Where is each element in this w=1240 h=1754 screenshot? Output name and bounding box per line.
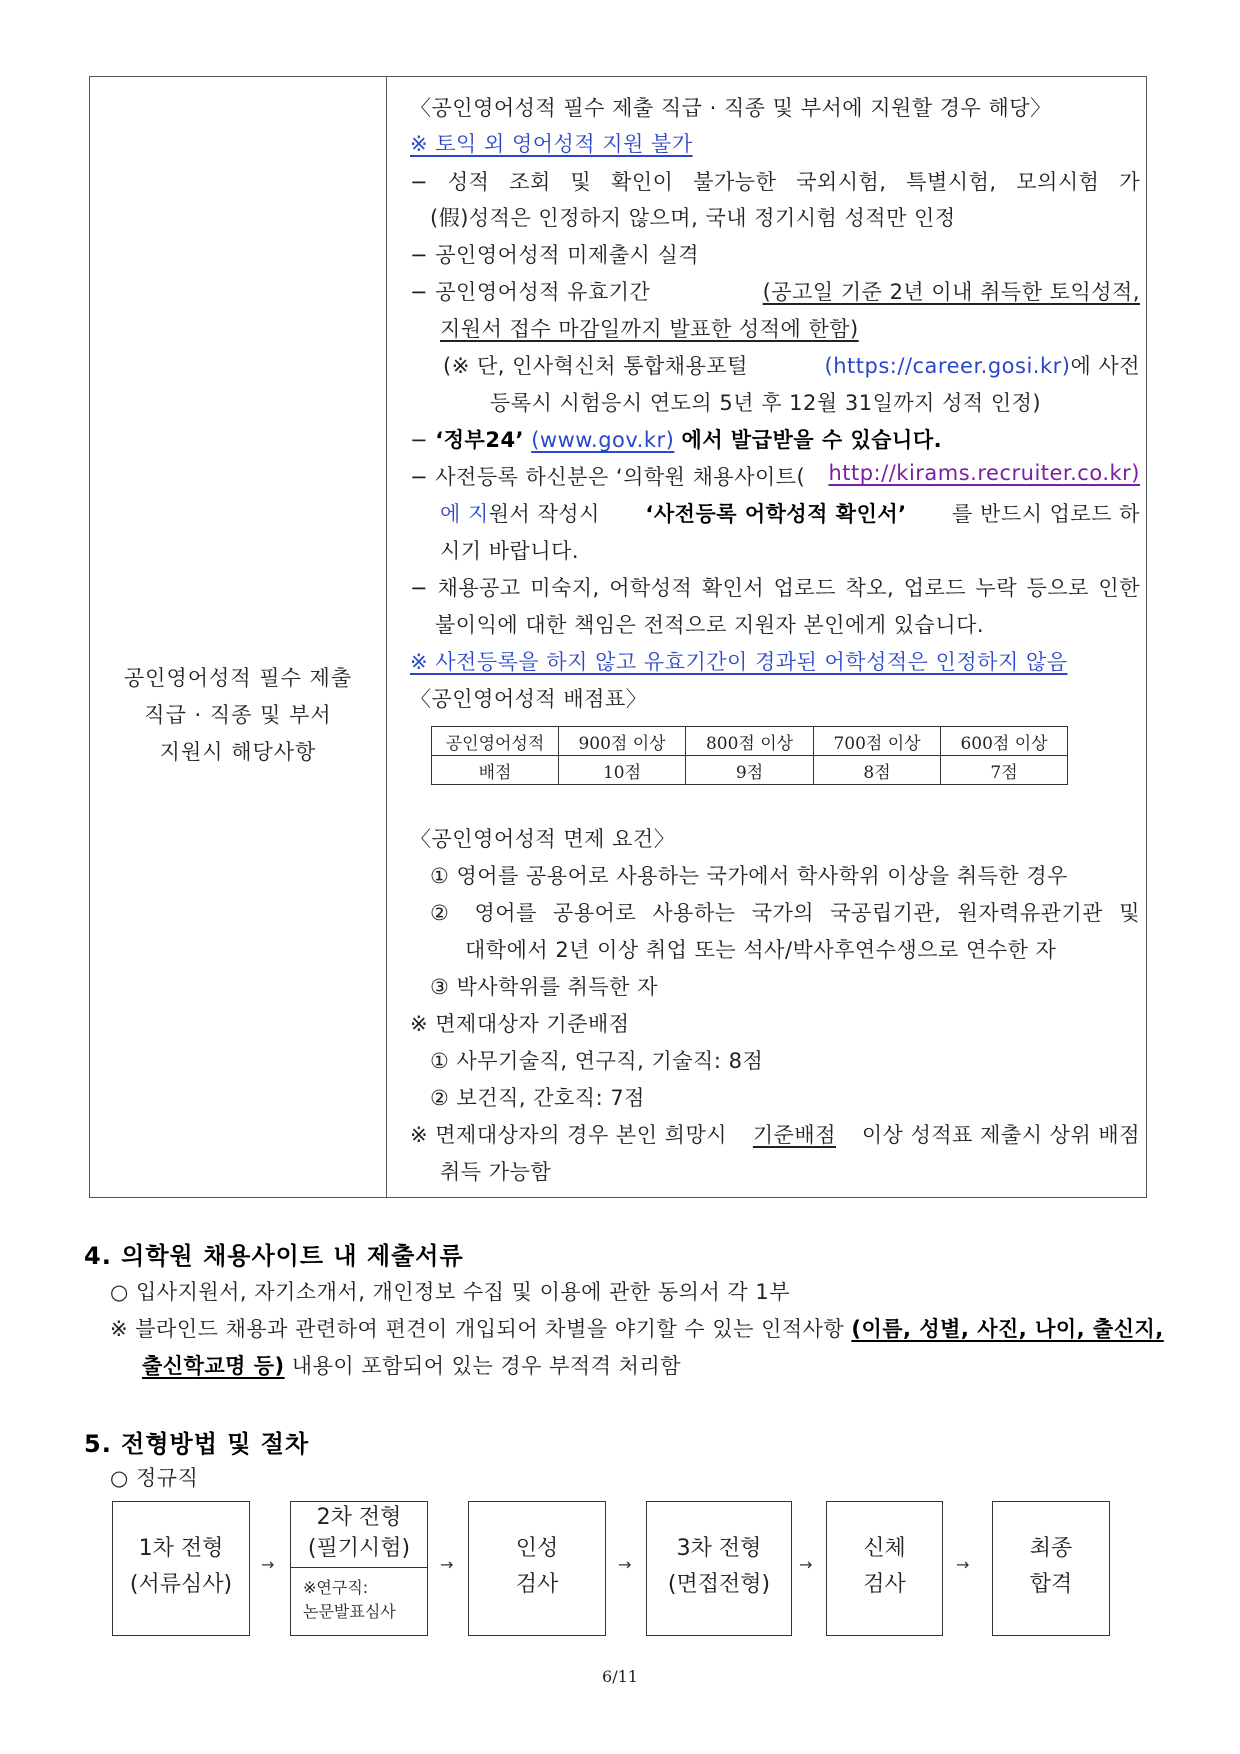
score-cell: 7점 [941,756,1068,785]
exemption-score-1: ① 사무기술직, 연구직, 기술직: 8점 [430,1049,764,1073]
exemption-final-l2: 취득 가능함 [440,1160,552,1184]
validity-period: (공고일 기준 2년 이내 취득한 토익성적, [762,280,1140,304]
score-cell: 10점 [559,756,686,785]
blind-note-items: (이름, 성별, 사진, 나이, 출신지, [851,1317,1164,1341]
bullet-not-submitted: − 공인영어성적 미제출시 실격 [410,243,700,267]
flow-step-2-top [291,1502,427,1568]
score-cell: 700점 이상 [814,727,941,756]
flow-step-2 [290,1501,428,1636]
exemption-final-text: ※ 면제대상자의 경우 본인 희망시 [410,1123,728,1147]
flow-step-3-l2: 검사 [515,1572,559,1597]
left-label-2: 직급 · 직종 및 부서 [144,703,332,727]
flow-step-1 [112,1501,250,1636]
flow-step-5-l2: 검사 [863,1572,906,1597]
toeic-only-note: ※ 토익 외 영어성적 지원 불가 [410,132,693,156]
bullet-validity-l2: 지원서 접수 마감일까지 발표한 성적에 한함) [440,317,859,341]
flow-step-1-l2: (서류심사) [129,1572,233,1597]
prereg-l2-end: 를 반드시 업로드 하 [952,502,1140,526]
section4-item: ○ 입사지원서, 자기소개서, 개인정보 수집 및 이용에 관한 동의서 각 1부 [110,1280,791,1304]
score-cell: 900점 이상 [559,727,686,756]
bullet-prereg-l3: 시기 바랍니다. [440,539,580,563]
bullet-foreign-tests-l1: − 성적 조회 및 확인이 불가능한 국외시험, 특별시험, 모의시험 가 [410,170,1140,194]
prereg-expired-note: ※ 사전등록을 하지 않고 유효기간이 경과된 어학성적은 인정하지 않음 [410,650,1068,674]
exemption-item-2-l1: ② 영어를 공용어로 사용하는 국가의 국공립기관, 원자력유관기관 및 [430,901,1140,925]
bullet-responsibility-l1: − 채용공고 미숙지, 어학성적 확인서 업로드 착오, 업로드 누락 등으로 인한 [410,576,1140,600]
section5-title: 5. 전형방법 및 절차 [84,1430,310,1458]
bullet-prereg-l1 [410,461,1140,491]
bullet-prereg-l2 [440,498,1140,528]
gosi-note-end: 에 사전 [1070,354,1140,378]
kirams-link[interactable]: http://kirams.recruiter.co.kr) [828,461,1140,485]
flow-arrow: → [261,1555,275,1574]
flow-arrow: → [956,1555,970,1574]
score-table [431,726,1068,785]
score-cell: 8점 [814,756,941,785]
blind-note-text: ※ 블라인드 채용과 관련하여 편견이 개입되어 차별을 야기할 수 있는 인적사항 [110,1317,852,1341]
flow-step-4-l2: (면접전형) [667,1572,771,1597]
prereg-cert-name: ‘사전등록 어학성적 확인서’ [645,502,907,526]
gosi-note-l2: 등록시 시험응시 연도의 5년 후 12월 31일까지 성적 인정) [490,391,1042,415]
flow-step-2-sub2: 논문발표심사 [303,1602,396,1621]
flow-step-5-l1: 신체 [863,1536,906,1561]
flow-step-3 [468,1501,606,1636]
flow-step-2-sub1: ※연구직: [303,1578,369,1597]
gov24-dash: − [410,428,436,452]
bullet-validity-l1 [410,276,1140,306]
validity-label: − 공인영어성적 유효기간 [410,280,651,304]
bullet-responsibility-l2: 불이익에 대한 책임은 전적으로 지원자 본인에게 있습니다. [435,613,985,637]
flow-step-4 [646,1501,792,1636]
exemption-item-2-l2: 대학에서 2년 이상 취업 또는 석사/박사후연수생으로 연수한 자 [465,938,1057,962]
flow-arrow: → [618,1555,632,1574]
flow-step-6 [992,1501,1110,1636]
flow-arrow: → [440,1555,454,1574]
flow-step-6-l1: 최종 [1029,1536,1073,1561]
prereg-l2-link-tail: 에 지 [440,502,489,526]
exemption-header: 〈공인영어성적 면제 요건〉 [410,827,676,851]
prereg-text: − 사전등록 하신분은 ‘의학원 채용사이트( [410,465,806,489]
score-cell: 배점 [432,756,559,785]
section4-note-l2 [142,1350,681,1380]
exemption-final-l1 [410,1119,1140,1149]
section-header-required: 〈공인영어성적 필수 제출 직급 · 직종 및 부서에 지원할 경우 해당〉 [410,96,1052,120]
flow-step-6-l2: 합격 [1029,1572,1073,1597]
gov24-label: ‘정부24’ [435,428,525,452]
section5-item: ○ 정규직 [110,1466,199,1490]
gosi-note-l1 [443,350,1140,380]
flow-arrow: → [799,1555,813,1574]
bullet-gov24 [410,424,942,454]
blind-note-items-2: 출신학교명 등) [142,1354,285,1378]
flow-step-2-l1: 2차 전형 [316,1505,402,1530]
prereg-l2-text: 원서 작성시 [488,502,600,526]
gosi-link[interactable]: (https://career.gosi.kr) [824,354,1071,378]
flow-step-4-l1: 3차 전형 [676,1536,762,1561]
blind-note-end: 내용이 포함되어 있는 경우 부적격 처리함 [284,1354,682,1378]
score-cell: 공인영어성적 [432,727,559,756]
exemption-item-1: ① 영어를 공용어로 사용하는 국가에서 학사학위 이상을 취득한 경우 [430,864,1068,888]
score-cell: 600점 이상 [941,727,1068,756]
exemption-score-note: ※ 면제대상자 기준배점 [410,1012,630,1036]
gov24-text: 에서 발급받을 수 있습니다. [681,428,943,452]
score-cell: 9점 [686,756,814,785]
gov24-link[interactable]: (www.gov.kr) [531,428,675,452]
flow-step-2-bottom [291,1568,427,1624]
score-cell: 800점 이상 [686,727,814,756]
left-label-3: 지원시 해당사항 [159,740,317,764]
section4-note-l1 [110,1313,1164,1343]
exemption-final-end: 이상 성적표 제출시 상위 배점 [861,1123,1140,1147]
base-score-term: 기준배점 [752,1123,837,1147]
flow-step-2-l2: (필기시험) [307,1536,411,1561]
page-number: 6/11 [602,1667,638,1686]
flow-step-5 [826,1501,943,1636]
bullet-foreign-tests-l2: (假)성적은 인정하지 않으며, 국내 정기시험 성적만 인정 [430,206,956,230]
section4-title: 4. 의학원 채용사이트 내 제출서류 [84,1242,464,1270]
score-table-header: 〈공인영어성적 배점표〉 [410,687,648,711]
score-table-row [432,727,1068,756]
exemption-score-2: ② 보건직, 간호직: 7점 [430,1086,645,1110]
score-table-row [432,756,1068,785]
flow-step-1-l1: 1차 전형 [138,1536,224,1561]
left-label-1: 공인영어성적 필수 제출 [123,666,353,690]
exemption-item-3: ③ 박사학위를 취득한 자 [430,975,658,999]
gosi-note-text: (※ 단, 인사혁신처 통합채용포털 [443,354,748,378]
flow-step-3-l1: 인성 [515,1536,559,1561]
table-divider [386,77,387,1197]
